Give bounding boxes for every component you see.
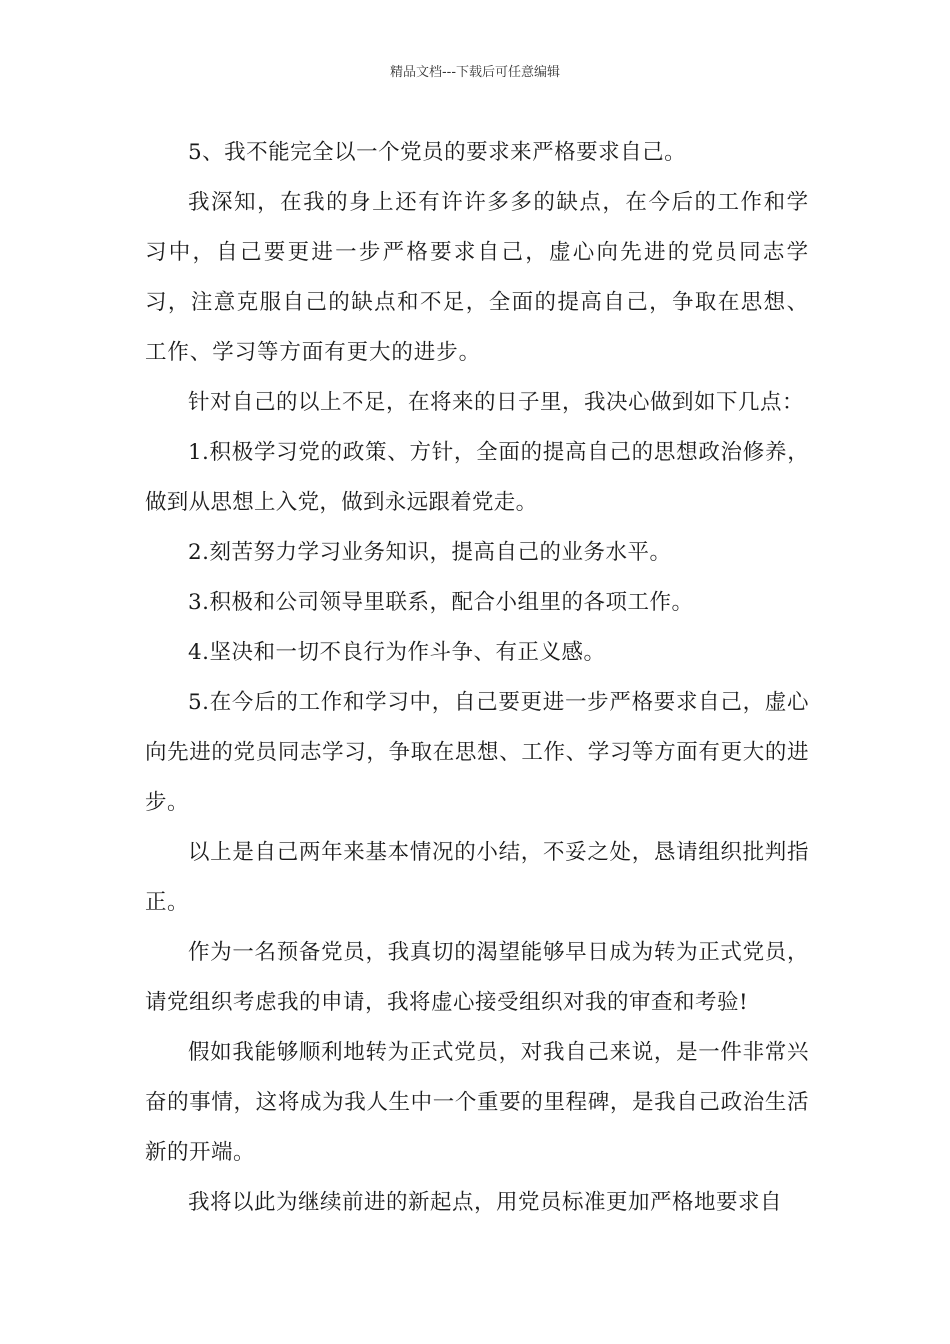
document-body (145, 128, 809, 1228)
paragraph-12: 我将以此为继续前进的新起点，用党员标准更加严格地要求自 (188, 1190, 783, 1215)
paragraph-2: 我深知，在我的身上还有许许多多的缺点，在今后的工作和学习中，自己要更进一步严格要求自己，虚心向先进的党员同志学习，注意克服自己的缺点和不足，全面的提高自己，争取在思想、工作、学习等方面有更大的进步。 (145, 190, 809, 365)
paragraph-4: 1.积极学习党的政策、方针，全面的提高自己的思想政治修养，做到从思想上入党，做到永远跟着党走。 (145, 440, 809, 515)
paragraph-7: 4.坚决和一切不良行为作斗争、有正义感。 (188, 640, 606, 665)
paragraph-10: 作为一名预备党员，我真切的渴望能够早日成为转为正式党员，请党组织考虑我的申请，我将虚心接受组织对我的审查和考验! (145, 940, 809, 1015)
paragraph-3: 针对自己的以上不足，在将来的日子里，我决心做到如下几点： (188, 390, 805, 415)
page-header: 精品文档---下载后可任意编辑 (389, 65, 561, 80)
paragraph-5: 2.刻苦努力学习业务知识，提高自己的业务水平。 (188, 540, 672, 565)
paragraph-6: 3.积极和公司领导里联系，配合小组里的各项工作。 (188, 590, 694, 615)
paragraph-9: 以上是自己两年来基本情况的小结，不妥之处，恳请组织批判指正。 (145, 840, 809, 915)
paragraph-1: 5、我不能完全以一个党员的要求来严格要求自己。 (188, 140, 687, 165)
paragraph-11: 假如我能够顺利地转为正式党员，对我自己来说，是一件非常兴奋的事情，这将成为我人生中一个重要的里程碑，是我自己政治生活新的开端。 (145, 1040, 809, 1165)
paragraph-8: 5.在今后的工作和学习中，自己要更进一步严格要求自己，虚心向先进的党员同志学习，争取在思想、工作、学习等方面有更大的进步。 (145, 690, 809, 815)
